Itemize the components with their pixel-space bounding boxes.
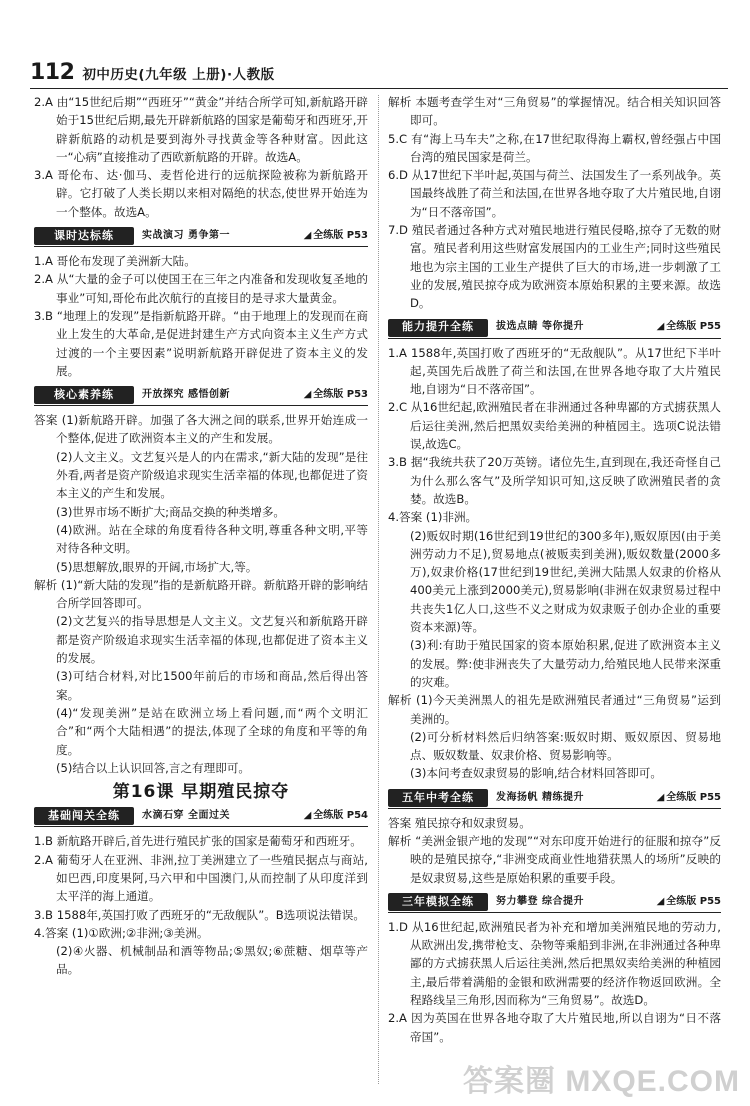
answer-item: 5.C 有“海上马车夫”之称,在17世纪取得海上霸权,曾经强占中国台湾的殖民国家是荷兰。 <box>388 131 721 164</box>
section-tagline: 开放探究 感悟创新 <box>142 389 230 400</box>
watermark-logo: 答案圈 MXQE.COM <box>462 1065 740 1098</box>
answer-block: 答案 殖民掠夺和奴隶贸易。 <box>388 815 531 830</box>
answer-sub: (3)世界市场不断扩大;商品交换的种类增多。 <box>56 504 286 519</box>
section-bar-hexin <box>34 384 368 406</box>
pencil-icon: ◢ <box>656 791 665 803</box>
answer-item: 1.A 1588年,英国打败了西班牙的“无敌舰队”。从17世纪下半叶起,英国先后战胜了荷兰和法国,在世界各地夺取了大片殖民地,自诩为“日不落帝国”。 <box>388 345 721 397</box>
section-bar-nengli <box>388 317 721 339</box>
section-tagline: 实战演习 勇争第一 <box>142 229 230 241</box>
pencil-icon: ◢ <box>303 229 312 241</box>
answer-item: 2.A 因为英国在世界各地夺取了大片殖民地,所以自诩为“日不落帝国”。 <box>388 1011 721 1044</box>
analysis-block: 解析 “美洲金银产地的发现”“对东印度开始进行的征服和掠夺”反映的是殖民掠夺,“非洲变成商业性地猎获黑人的场所”反映的是奴隶贸易,这些是原始积累的重要手段。 <box>388 833 721 885</box>
section-rule <box>34 826 368 827</box>
answer-item: 1.A 哥伦布发现了美洲新大陆。 <box>34 254 196 269</box>
answer-sub: (2)贩奴时期(16世纪到19世纪的300多年),贩奴原因(由于美洲劳动力不足),贸易地点(被贩卖到美洲),贩奴数量(2000多万),奴隶价格(17世纪到19世纪,美洲大陆黑人奴隶的价格从400美元上涨到2000美元),贸易影响(非洲在奴隶贸易过程中共丧失1亿人口,这些不义之财成为奴隶贩子创办企业的重要资本来源)等。 <box>410 528 721 635</box>
column-divider <box>378 95 379 1084</box>
answer-item: 4.答案 (1)非洲。 <box>388 510 478 525</box>
pencil-icon: ◢ <box>656 895 665 907</box>
analysis-block: 解析 (1)“新大陆的发现”指的是新航路开辟。新航路开辟的影响结合所学回答即可。 <box>34 577 368 611</box>
section-rule <box>388 338 721 339</box>
answer-item: 2.A 从“大量的金子可以使国王在三年之内准备和发现收复圣地的事业”可知,哥伦布此次航行的直接目的是寻求大量黄金。 <box>34 272 368 305</box>
analysis-sub: (3)可结合材料,对比1500年前后的市场和商品,然后得出答案。 <box>56 669 368 702</box>
answer-sub: (2)④火器、机械制品和酒等物品;⑤黑奴;⑥蔗糖、烟草等产品。 <box>56 944 368 977</box>
section-label: 基础闯关全练 <box>34 807 134 825</box>
section-bar-moni <box>388 891 721 913</box>
lesson-title: 第16课 早期殖民掠夺 <box>112 782 290 803</box>
section-label: 五年中考全练 <box>388 789 488 807</box>
section-tagline: 水滴石穿 全面过关 <box>142 810 230 822</box>
page-number: 112 <box>30 60 75 85</box>
analysis-sub: (5)结合以上认识回答,言之有理即可。 <box>56 760 251 775</box>
answer-item: 2.A 葡萄牙人在亚洲、非洲,拉丁美洲建立了一些殖民据点与商站,如巴西,印度果阿,马六甲和中国澳门,从而控制了从印度洋到太平洋的海上通道。 <box>34 852 368 904</box>
section-ref: ◢ 全练版 P55 <box>656 895 721 907</box>
analysis-block: 解析 (1)今天美洲黑人的祖先是欧洲殖民者通过“三角贸易”运到美洲的。 <box>388 693 721 726</box>
section-rule <box>34 246 368 247</box>
pencil-icon: ◢ <box>303 810 312 822</box>
section-ref: ◢ 全练版 P54 <box>303 810 368 822</box>
analysis-sub: (2)文艺复兴的指导思想是人文主义。文艺复兴和新航路开辟都是资产阶级追求现实生活幸福的体现,也都促进了资本主义的发展。 <box>56 614 368 666</box>
analysis-sub: (3)本问考查奴隶贸易的影响,结合材料回答即可。 <box>410 766 662 781</box>
book-title: 初中历史(九年级 上册)·人教版 <box>82 67 275 83</box>
right-column <box>388 93 721 1046</box>
answer-sub: (3)利:有助于殖民国家的资本原始积累,促进了欧洲资本主义的发展。弊:使非洲丧失了大量劳动力,给殖民地人民带来深重的灾难。 <box>410 638 721 689</box>
answer-item: 7.D 殖民者通过各种方式对殖民地进行殖民侵略,掠夺了无数的财富。殖民者利用这些财富发展国内的工业生产;同时这些殖民地也为宗主国的工业生产提供了巨大的市场,进一步刺激了工业的发展,殖民掠夺成为欧洲资本原始积累的主要来源。故选D。 <box>388 223 721 311</box>
analysis-block: 解析 本题考查学生对“三角贸易”的掌握情况。结合相关知识回答即可。 <box>388 95 721 128</box>
section-label: 核心素养练 <box>34 386 134 404</box>
answer-sub: (2)人文主义。文艺复兴是人的内在需求,“新大陆的发现”是往外看,两者是资产阶级追求现实生活幸福的体现,也都促进了资本主义的产生和发展。 <box>56 449 368 501</box>
section-label: 能力提升全练 <box>388 319 488 337</box>
section-bar-zhongkao <box>388 787 721 809</box>
pencil-icon: ◢ <box>303 389 312 400</box>
answer-item: 4.答案 (1)①欧洲;②非洲;③美洲。 <box>34 925 209 940</box>
answer-item: 2.A 由“15世纪后期”“西班牙”“黄金”并结合所学可知,新航路开辟始于15世纪后期,最先开辟新航路的国家是葡萄牙和西班牙,开辟新航路的动机是要到海外寻找黄金等各种财富。因此这一“心病”直接推动了西欧新航路的开辟。故选A。 <box>34 95 368 164</box>
answer-item: 6.D 从17世纪下半叶起,英国与荷兰、法国发生了一系列战争。英国最终战胜了荷兰和法国,在世界各地夺取了大片殖民地,自诩为“日不落帝国”。 <box>388 168 721 219</box>
answer-item: 1.B 新航路开辟后,首先进行殖民扩张的国家是葡萄牙和西班牙。 <box>34 834 362 849</box>
answer-item: 3.B 据“我统共获了20万英镑。诸位先生,直到现在,我还奇怪自己为什么那么客气”及所学知识可知,这反映了欧洲殖民者的贪婪。故选B。 <box>388 455 721 506</box>
section-ref: ◢ 全练版 P55 <box>656 791 721 803</box>
answer-item: 1.D 从16世纪起,欧洲殖民者为补充和增加美洲殖民地的劳动力,从欧洲出发,携带枪支、杂物等乘船到非洲,在非洲通过各种卑鄙的方式掳获黑人后运往美洲,然后把黑奴卖给美洲的种植园主,最后带着满船的金银和欧洲需要的经济作物返回欧洲。全程路线呈三角形,因而称为“三角贸易”。故选D。 <box>388 919 721 1008</box>
section-bar-jichu <box>34 805 368 827</box>
left-column <box>34 93 368 979</box>
section-bar-keshi <box>34 225 368 247</box>
section-tagline: 努力攀登 综合提升 <box>496 895 584 907</box>
answer-item: 3.B 1588年,英国打败了西班牙的“无敌舰队”。B选项说法错误。 <box>34 907 365 922</box>
analysis-sub: (2)可分析材料然后归纳答案:贩奴时期、贩奴原因、贸易地点、贩奴数量、奴隶价格、贸易影响等。 <box>410 729 721 763</box>
answer-sub: (5)思想解放,眼界的开阔,市场扩大,等。 <box>56 559 258 574</box>
section-label: 课时达标练 <box>34 227 134 245</box>
section-rule <box>388 808 721 809</box>
section-rule <box>34 405 368 406</box>
answer-item: 3.B “地理上的发现”是指新航路开辟。“由于地理上的发现而在商业上发生的大革命,是促进封建生产方式向资本主义生产方式过渡的一个主要因素”说明新航路开辟促进了资本主义的发展。 <box>34 308 368 378</box>
page-header <box>30 60 275 86</box>
section-ref: ◢ 全练版 P53 <box>303 229 368 241</box>
section-label: 三年模拟全练 <box>388 893 488 911</box>
section-tagline: 发海扬帆 精练提升 <box>496 791 584 803</box>
answer-item: 3.A 哥伦布、达·伽马、麦哲伦进行的远航探险被称为新航路开辟。它打破了人类长期以来相对隔绝的状态,使世界开始连为一个整体。故选A。 <box>34 168 368 219</box>
answer-item: 2.C 从16世纪起,欧洲殖民者在非洲通过各种卑鄙的方式掳获黑人后运往美洲,然后把黑奴卖给美洲的种植园主。选项C说法错误,故选C。 <box>388 400 721 452</box>
pencil-icon: ◢ <box>656 321 665 333</box>
section-ref: ◢ 全练版 P53 <box>303 389 368 400</box>
section-ref: ◢ 全练版 P55 <box>656 321 721 333</box>
section-rule <box>388 912 721 913</box>
analysis-sub: (4)“发现美洲”是站在欧洲立场上看问题,而“两个文明汇合”和“两个大陆相遇”的提法,体现了全球的角度和平等的角度。 <box>56 705 368 757</box>
section-tagline: 拔选点睛 等你提升 <box>496 321 584 333</box>
header-rule <box>30 88 728 89</box>
answer-block: 答案 (1)新航路开辟。加强了各大洲之间的联系,世界开始连成一个整体,促进了欧洲资本主义的产生和发展。 <box>34 413 368 446</box>
answer-sub: (4)欧洲。站在全球的角度看待各种文明,尊重各种文明,平等对待各种文明。 <box>56 522 368 556</box>
